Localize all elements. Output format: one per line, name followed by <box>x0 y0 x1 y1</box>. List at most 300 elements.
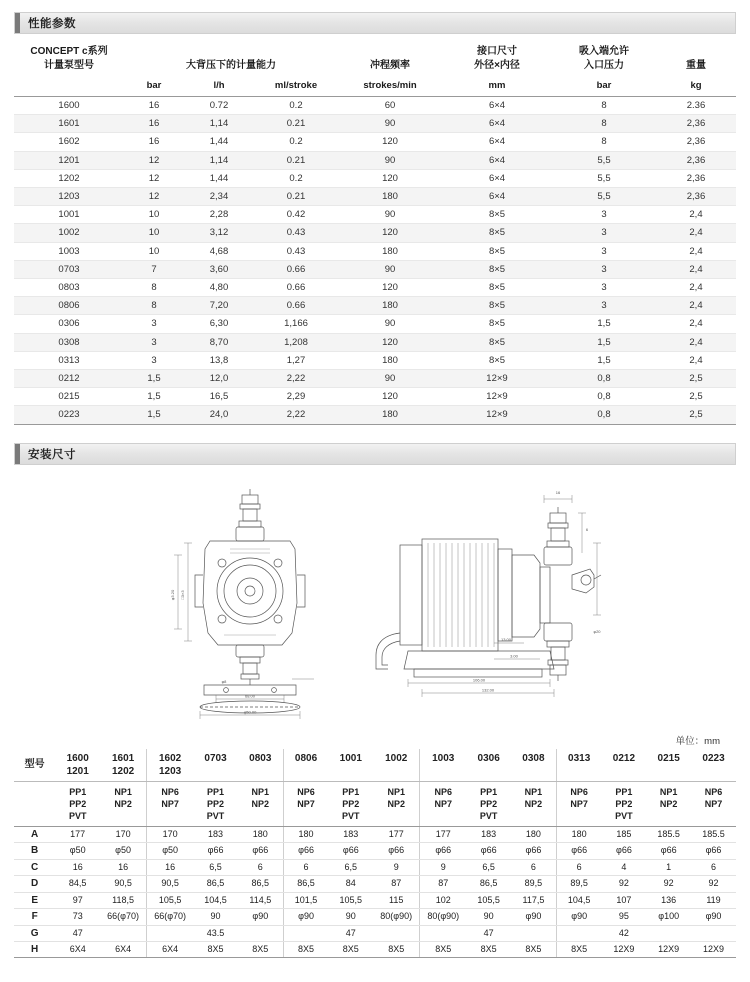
svg-text:φ20: φ20 <box>593 628 601 634</box>
pump-side-view-drawing <box>354 483 604 723</box>
dims-cell: 95 <box>602 909 647 925</box>
dims-cell: φ66 <box>511 843 556 859</box>
dims-material-pad <box>692 810 735 822</box>
dims-cell: 180 <box>511 827 556 843</box>
dims-cell: 73 <box>55 909 100 925</box>
dims-col-model-1003 <box>420 749 467 782</box>
dims-col-model-top: 0215 <box>657 752 680 764</box>
cell-connection: 8×5 <box>442 206 552 224</box>
cell-strokes-min: 180 <box>338 406 442 424</box>
dims-cell: 66(φ70) <box>147 909 194 925</box>
svg-text:13.00: 13.00 <box>500 636 512 642</box>
dims-cell: φ50 <box>100 843 147 859</box>
cell-lh: 2,28 <box>184 206 254 224</box>
dims-cell <box>511 925 556 941</box>
dims-material-line: NP1 <box>659 786 678 797</box>
dims-col-material <box>100 781 147 826</box>
cell-model: 1601 <box>14 115 124 133</box>
accent-bar <box>15 13 20 33</box>
dims-material-line: NP6 <box>434 786 453 797</box>
cell-bar: 10 <box>124 242 184 260</box>
dims-cell: 185.5 <box>691 827 736 843</box>
cell-strokes-min: 120 <box>338 388 442 406</box>
dims-row-label: B <box>14 843 55 859</box>
cell-inlet-pressure: 1,5 <box>552 315 656 333</box>
dims-cell: 6,5 <box>328 859 373 875</box>
dims-table-row <box>14 941 736 957</box>
dims-col-material <box>691 781 736 826</box>
dims-cell: φ50 <box>55 843 100 859</box>
dims-cell: 89,5 <box>511 876 556 892</box>
header-inlet-pressure <box>552 42 656 73</box>
dims-cell: 47 <box>55 925 100 941</box>
pump-front-view-drawing <box>164 483 334 723</box>
dims-col-model-top: 1602 <box>159 752 182 764</box>
dims-col-model-bottom <box>467 765 510 778</box>
cell-model: 0215 <box>14 388 124 406</box>
dims-material-line: NP2 <box>524 798 543 809</box>
cell-weight: 2,4 <box>656 206 736 224</box>
cell-ml-stroke: 1,208 <box>254 333 338 351</box>
dims-col-model-top: 0306 <box>477 752 500 764</box>
dims-cell: 90 <box>466 909 511 925</box>
dims-material-line: NP6 <box>161 786 179 797</box>
dims-col-model-bottom: 1202 <box>111 765 135 777</box>
dims-cell: 92 <box>691 876 736 892</box>
dims-col-model-top: 0313 <box>568 752 591 764</box>
svg-text:132.00: 132.00 <box>481 687 495 693</box>
dims-row-label: H <box>14 941 55 957</box>
dims-cell: 12X9 <box>602 941 647 957</box>
dims-cell: 97 <box>55 892 100 908</box>
cell-strokes-min: 120 <box>338 224 442 242</box>
dims-cell <box>238 925 283 941</box>
dims-col-model-top: 0703 <box>204 752 227 764</box>
dims-col-model-bottom <box>558 765 601 778</box>
cell-weight: 2,36 <box>656 151 736 169</box>
dims-cell <box>420 925 467 941</box>
dims-cell: 9 <box>420 859 467 875</box>
dims-col-model-bottom <box>421 765 465 778</box>
dims-col-model-0313 <box>556 749 601 782</box>
cell-ml-stroke: 0.2 <box>254 169 338 187</box>
section-header-installation <box>14 443 736 465</box>
cell-inlet-pressure: 8 <box>552 133 656 151</box>
dims-col-model-0803 <box>238 749 283 782</box>
unit-ml-stroke: ml/stroke <box>254 73 338 97</box>
dims-col-material <box>646 781 691 826</box>
svg-text:68.00: 68.00 <box>244 693 256 699</box>
dims-cell: 8X5 <box>283 941 328 957</box>
cell-ml-stroke: 1,166 <box>254 315 338 333</box>
dims-col-model-bottom <box>512 765 555 778</box>
cell-strokes-min: 120 <box>338 133 442 151</box>
cell-connection: 8×5 <box>442 242 552 260</box>
cell-ml-stroke: 0.66 <box>254 279 338 297</box>
cell-model: 0212 <box>14 370 124 388</box>
cell-connection: 6×4 <box>442 188 552 206</box>
dims-cell: 87 <box>373 876 420 892</box>
datasheet-page <box>0 12 750 982</box>
cell-bar: 3 <box>124 315 184 333</box>
dims-cell: 101,5 <box>283 892 328 908</box>
table-row <box>14 260 736 278</box>
dims-col-model-0212 <box>602 749 647 782</box>
cell-lh: 4,68 <box>184 242 254 260</box>
cell-model: 0313 <box>14 351 124 369</box>
cell-lh: 7,20 <box>184 297 254 315</box>
header-inlet-line2: 入口压力 <box>584 59 624 71</box>
cell-model: 1003 <box>14 242 124 260</box>
cell-strokes-min: 90 <box>338 315 442 333</box>
cell-weight: 2,36 <box>656 133 736 151</box>
cell-weight: 2,4 <box>656 351 736 369</box>
cell-strokes-min: 90 <box>338 370 442 388</box>
dims-cell <box>147 925 194 941</box>
cell-model: 1602 <box>14 133 124 151</box>
accent-bar-2 <box>15 444 20 464</box>
dims-material-line: PP1 <box>480 786 498 797</box>
dims-cell: 90,5 <box>100 876 147 892</box>
header-stroke-rate: 冲程频率 <box>370 59 410 71</box>
cell-weight: 2,4 <box>656 224 736 242</box>
dims-cell: φ50 <box>147 843 194 859</box>
dims-cell: φ90 <box>238 909 283 925</box>
dims-col-model-bottom <box>692 765 735 778</box>
dims-cell: 90 <box>193 909 238 925</box>
dims-col-model-1601 <box>100 749 147 782</box>
dims-material-line: NP7 <box>161 798 179 809</box>
dims-col-material <box>420 781 467 826</box>
dims-material-line: PP2 <box>480 798 498 809</box>
cell-strokes-min: 120 <box>338 279 442 297</box>
dimension-drawings <box>14 475 736 747</box>
dims-cell: 105,5 <box>147 892 194 908</box>
cell-connection: 8×5 <box>442 260 552 278</box>
cell-strokes-min: 90 <box>338 206 442 224</box>
cell-strokes-min: 180 <box>338 242 442 260</box>
dimensions-table-head <box>14 749 736 827</box>
section-title-installation: 安装尺寸 <box>28 448 76 461</box>
dims-col-material <box>147 781 194 826</box>
dims-col-material <box>328 781 373 826</box>
cell-ml-stroke: 0.21 <box>254 151 338 169</box>
cell-bar: 8 <box>124 279 184 297</box>
cell-connection: 12×9 <box>442 370 552 388</box>
dims-cell: 183 <box>328 827 373 843</box>
svg-text:106.00: 106.00 <box>472 677 486 683</box>
dims-cell: 47 <box>466 925 511 941</box>
dims-cell: 9 <box>373 859 420 875</box>
cell-strokes-min: 60 <box>338 97 442 115</box>
dims-cell: 6X4 <box>100 941 147 957</box>
dims-col-model-top: 1001 <box>339 752 362 764</box>
dims-material-line: NP1 <box>251 786 270 797</box>
cell-inlet-pressure: 3 <box>552 297 656 315</box>
table-row <box>14 370 736 388</box>
table-row <box>14 97 736 115</box>
table-row <box>14 279 736 297</box>
dims-col-material <box>55 781 100 826</box>
dims-col-model-1002 <box>373 749 420 782</box>
dims-cell <box>646 925 691 941</box>
dims-cell: 16 <box>55 859 100 875</box>
dims-col-model-top: 0803 <box>249 752 272 764</box>
dims-cell: 89,5 <box>556 876 601 892</box>
dims-col-model-0806 <box>283 749 328 782</box>
dims-cell: 8X5 <box>420 941 467 957</box>
table-row <box>14 206 736 224</box>
cell-strokes-min: 180 <box>338 188 442 206</box>
cell-model: 1002 <box>14 224 124 242</box>
dims-cell: 6X4 <box>55 941 100 957</box>
dims-cell: 6 <box>511 859 556 875</box>
dims-material-line: NP7 <box>704 798 723 809</box>
cell-connection: 6×4 <box>442 169 552 187</box>
cell-weight: 2,36 <box>656 169 736 187</box>
dims-cell: φ100 <box>646 909 691 925</box>
dims-material-line: NP2 <box>387 798 405 809</box>
dims-cell: 115 <box>373 892 420 908</box>
cell-strokes-min: 120 <box>338 169 442 187</box>
cell-strokes-min: 120 <box>338 333 442 351</box>
cell-weight: 2,4 <box>656 242 736 260</box>
dims-material-line: NP1 <box>387 786 405 797</box>
dims-cell: 92 <box>646 876 691 892</box>
dims-col-model-0215 <box>646 749 691 782</box>
dims-material-line: NP6 <box>297 786 315 797</box>
cell-ml-stroke: 0.21 <box>254 115 338 133</box>
cell-model: 0806 <box>14 297 124 315</box>
dims-cell: 6X4 <box>147 941 194 957</box>
dims-material-line: PVT <box>68 810 87 821</box>
dims-col-model-bottom <box>285 765 328 778</box>
cell-weight: 2,4 <box>656 333 736 351</box>
cell-weight: 2,4 <box>656 315 736 333</box>
cell-ml-stroke: 2,22 <box>254 406 338 424</box>
cell-ml-stroke: 1,27 <box>254 351 338 369</box>
cell-connection: 8×5 <box>442 297 552 315</box>
cell-ml-stroke: 2,29 <box>254 388 338 406</box>
dims-material-pad <box>285 810 328 822</box>
dims-cell: 16 <box>147 859 194 875</box>
cell-model: 1201 <box>14 151 124 169</box>
dims-material-line: PVT <box>342 810 360 821</box>
dims-col-model-bottom <box>194 765 237 778</box>
cell-strokes-min: 180 <box>338 297 442 315</box>
dims-cell: 177 <box>55 827 100 843</box>
cell-model: 0308 <box>14 333 124 351</box>
dimensions-table-body <box>14 827 736 958</box>
dims-col-model-top: 1002 <box>385 752 408 764</box>
cell-connection: 8×5 <box>442 279 552 297</box>
cell-inlet-pressure: 3 <box>552 260 656 278</box>
dims-cell: 86,5 <box>238 876 283 892</box>
dims-cell: 185 <box>602 827 647 843</box>
dims-row-label: G <box>14 925 55 941</box>
svg-text:φ8: φ8 <box>221 678 227 684</box>
dims-material-line: PP1 <box>69 786 87 797</box>
dims-col-model-top: 0308 <box>522 752 545 764</box>
cell-lh: 1,14 <box>184 115 254 133</box>
dims-cell: 6 <box>283 859 328 875</box>
table-row <box>14 333 736 351</box>
dims-cell: 177 <box>420 827 467 843</box>
dims-col-model-0703 <box>193 749 238 782</box>
header-model-line2: 计量泵型号 <box>44 59 94 71</box>
dims-cell: 180 <box>283 827 328 843</box>
dims-cell: 86,5 <box>193 876 238 892</box>
dims-cell: 185.5 <box>646 827 691 843</box>
dims-material-line: NP7 <box>434 798 453 809</box>
dims-cell: 86,5 <box>466 876 511 892</box>
dims-table-row <box>14 843 736 859</box>
dims-row-label-header: 型号 <box>14 749 55 782</box>
cell-ml-stroke: 0.66 <box>254 297 338 315</box>
dims-row-label: A <box>14 827 55 843</box>
dims-cell: 105,5 <box>466 892 511 908</box>
dims-cell: 80(φ90) <box>373 909 420 925</box>
dims-cell: φ90 <box>556 909 601 925</box>
svg-text:16: 16 <box>555 489 561 495</box>
cell-bar: 10 <box>124 206 184 224</box>
cell-lh: 12,0 <box>184 370 254 388</box>
cell-bar: 1,5 <box>124 388 184 406</box>
dims-material-line: PP2 <box>342 798 360 809</box>
dims-cell: 6 <box>691 859 736 875</box>
cell-ml-stroke: 0.2 <box>254 133 338 151</box>
dims-row-label: D <box>14 876 55 892</box>
cell-bar: 12 <box>124 151 184 169</box>
cell-model: 0803 <box>14 279 124 297</box>
dims-table-row <box>14 892 736 908</box>
table-row <box>14 388 736 406</box>
dims-col-material <box>238 781 283 826</box>
dims-cell: 84,5 <box>55 876 100 892</box>
dims-material-line: PP2 <box>69 798 87 809</box>
cell-weight: 2,4 <box>656 260 736 278</box>
svg-text:φ50.00: φ50.00 <box>243 709 257 715</box>
header-model <box>14 42 124 73</box>
dims-cell: φ66 <box>238 843 283 859</box>
cell-connection: 6×4 <box>442 97 552 115</box>
dims-cell: 86,5 <box>283 876 328 892</box>
cell-lh: 16,5 <box>184 388 254 406</box>
dims-material-header-row <box>14 781 736 826</box>
cell-bar: 7 <box>124 260 184 278</box>
dims-row-label: C <box>14 859 55 875</box>
dims-cell: 90 <box>328 909 373 925</box>
unit-kg: kg <box>656 73 736 97</box>
table-row <box>14 406 736 424</box>
header-connection <box>442 42 552 73</box>
cell-lh: 1,14 <box>184 151 254 169</box>
dims-material-pad <box>239 810 282 822</box>
unit-inlet-bar: bar <box>552 73 656 97</box>
svg-text:3.00: 3.00 <box>510 653 518 659</box>
dims-material-line: NP7 <box>297 798 315 809</box>
dims-cell: 16 <box>100 859 147 875</box>
cell-inlet-pressure: 5,5 <box>552 151 656 169</box>
section-title-performance: 性能参数 <box>28 18 76 30</box>
cell-inlet-pressure: 5,5 <box>552 169 656 187</box>
cell-weight: 2.36 <box>656 97 736 115</box>
cell-lh: 3,12 <box>184 224 254 242</box>
table-row <box>14 351 736 369</box>
dims-col-model-1001 <box>328 749 373 782</box>
dims-cell: 8X5 <box>238 941 283 957</box>
cell-bar: 1,5 <box>124 406 184 424</box>
dims-cell: 4 <box>602 859 647 875</box>
dims-cell: 183 <box>466 827 511 843</box>
cell-inlet-pressure: 3 <box>552 242 656 260</box>
dims-col-model-top: 0806 <box>294 752 318 764</box>
cell-bar: 16 <box>124 133 184 151</box>
dims-material-line: NP2 <box>114 798 132 809</box>
dims-cell: 118,5 <box>100 892 147 908</box>
table-row <box>14 224 736 242</box>
cell-connection: 8×5 <box>442 351 552 369</box>
cell-weight: 2,4 <box>656 297 736 315</box>
table-row <box>14 115 736 133</box>
dims-cell: φ66 <box>373 843 420 859</box>
cell-ml-stroke: 0.42 <box>254 206 338 224</box>
dims-row-label: F <box>14 909 55 925</box>
cell-inlet-pressure: 3 <box>552 279 656 297</box>
dims-cell: 8X5 <box>373 941 420 957</box>
dimensions-table-wrap <box>14 749 736 959</box>
dims-col-model-0223 <box>691 749 736 782</box>
unit-model-blank <box>14 73 124 97</box>
cell-lh: 4,80 <box>184 279 254 297</box>
dims-cell: φ66 <box>646 843 691 859</box>
dims-cell: φ90 <box>283 909 328 925</box>
dims-cell: 80(φ90) <box>420 909 467 925</box>
header-connection-line2: 外径×内径 <box>474 59 520 71</box>
dims-cell: 6 <box>556 859 601 875</box>
unit-note: 单位：mm <box>675 735 720 747</box>
cell-strokes-min: 180 <box>338 351 442 369</box>
dims-col-material <box>602 781 647 826</box>
cell-lh: 8,70 <box>184 333 254 351</box>
dims-cell: 104,5 <box>193 892 238 908</box>
cell-model: 0703 <box>14 260 124 278</box>
cell-ml-stroke: 0.2 <box>254 97 338 115</box>
dims-material-line: PP1 <box>207 786 225 797</box>
dims-cell: 136 <box>646 892 691 908</box>
svg-text:6: 6 <box>585 526 589 532</box>
dims-material-line: NP1 <box>524 786 543 797</box>
dims-table-row <box>14 925 736 941</box>
dims-material-line: PP2 <box>615 798 633 809</box>
dims-cell: φ66 <box>328 843 373 859</box>
dims-row-label: E <box>14 892 55 908</box>
dims-cell: 119 <box>691 892 736 908</box>
svg-text:□3×3: □3×3 <box>180 590 185 600</box>
dims-material-line: PVT <box>615 810 633 821</box>
dims-cell: φ90 <box>691 909 736 925</box>
dims-material-line: NP1 <box>114 786 132 797</box>
cell-weight: 2,4 <box>656 279 736 297</box>
dims-cell: 90,5 <box>147 876 194 892</box>
dims-cell: 114,5 <box>238 892 283 908</box>
cell-lh: 13,8 <box>184 351 254 369</box>
header-model-line1: CONCEPT c系列 <box>30 46 108 57</box>
dims-material-line: NP2 <box>251 798 270 809</box>
front-view-svg <box>164 483 334 723</box>
cell-lh: 3,60 <box>184 260 254 278</box>
dims-cell: 8X5 <box>466 941 511 957</box>
